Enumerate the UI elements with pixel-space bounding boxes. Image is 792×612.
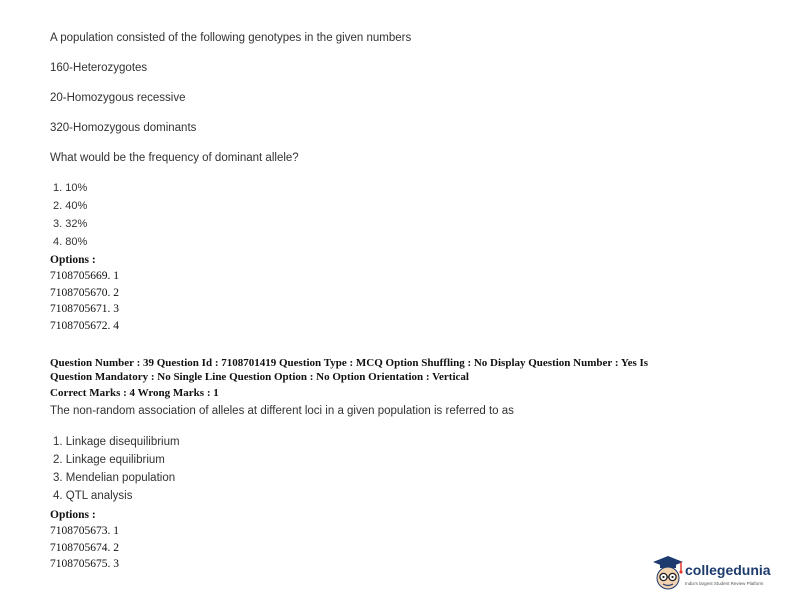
option-id: 7108705674. 2: [50, 542, 119, 554]
genotype-line-dominants: 320-Homozygous dominants: [50, 122, 197, 134]
question-text: The non-random association of alleles at different loci in a given population is referred to as: [50, 405, 514, 417]
question-meta-line1: Question Number : 39 Question Id : 7108701419 Question Type : MCQ Option Shuffling : No Display Question Number : Yes Is: [50, 357, 649, 369]
logo-wordmark: collegedunia: [685, 562, 771, 578]
option-id: 7108705675. 3: [50, 558, 119, 570]
option-id: 7108705672. 4: [50, 320, 119, 332]
marks-line: Correct Marks : 4 Wrong Marks : 1: [50, 387, 219, 399]
logo-tagline: India's largest Student Review Platform: [685, 581, 764, 586]
choice-item: 2. 40%: [53, 200, 88, 212]
choice-item: 1. Linkage disequilibrium: [53, 436, 180, 448]
genotype-line-heterozygotes: 160-Heterozygotes: [50, 62, 148, 74]
options-label: Options :: [50, 254, 96, 266]
question-meta-line2: Question Mandatory : No Single Line Question Option : No Option Orientation : Vertical: [50, 371, 469, 383]
choice-item: 3. 32%: [53, 218, 88, 230]
option-id: 7108705670. 2: [50, 287, 119, 299]
options-label: Options :: [50, 509, 96, 521]
genotype-line-recessive: 20-Homozygous recessive: [50, 92, 186, 104]
choice-item: 1. 10%: [53, 182, 88, 194]
option-id: 7108705671. 3: [50, 303, 119, 315]
question-text: What would be the frequency of dominant allele?: [50, 152, 299, 164]
choice-item: 3. Mendelian population: [53, 472, 176, 484]
option-id: 7108705669. 1: [50, 270, 119, 282]
graduate-mascot-icon: [652, 554, 684, 594]
option-id: 7108705673. 1: [50, 525, 119, 537]
choice-item: 4. 80%: [53, 236, 88, 248]
choice-item: 2. Linkage equilibrium: [53, 454, 165, 466]
collegedunia-logo: [652, 554, 782, 594]
question-stem: A population consisted of the following genotypes in the given numbers: [50, 32, 412, 44]
choice-item: 4. QTL analysis: [53, 490, 133, 502]
